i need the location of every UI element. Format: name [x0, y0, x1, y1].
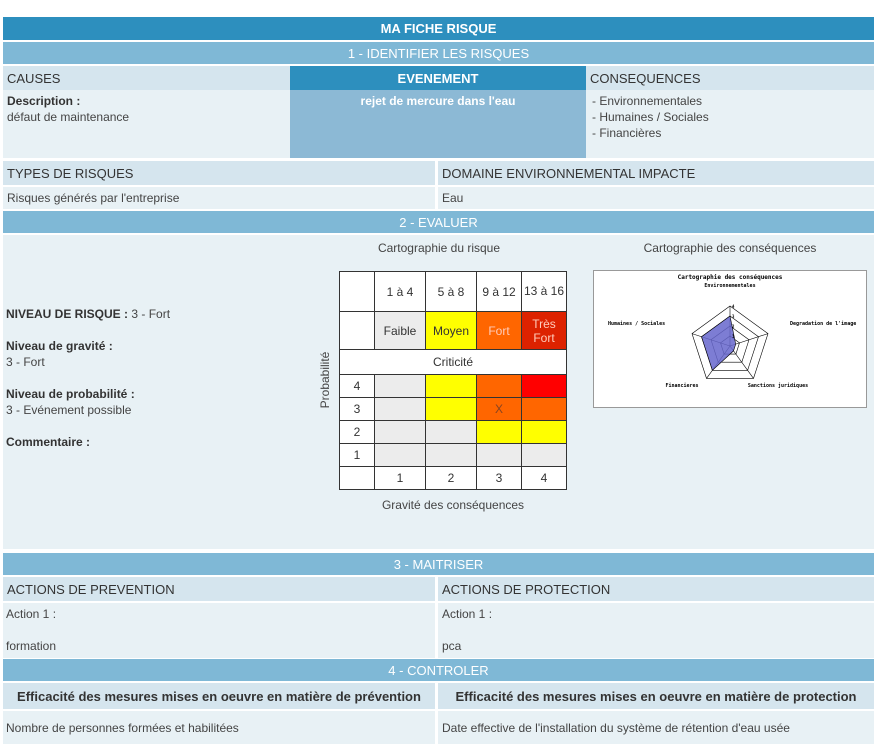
matrix-range: 9 à 12 [477, 272, 522, 312]
matrix-marker: X [477, 398, 522, 421]
col-label: 3 [477, 467, 522, 490]
types-value: Risques générés par l'entreprise [3, 187, 435, 209]
matrix-cell [477, 444, 522, 467]
consequences-cell [586, 90, 874, 158]
matrix-cell [375, 375, 426, 398]
matrix-corner [340, 272, 375, 312]
spider-axis-label: Environnementales [704, 283, 756, 289]
gravite-label: Niveau de gravité : [6, 339, 113, 353]
protection-cell [438, 603, 874, 658]
spider-svg [594, 271, 866, 407]
section2-header: 2 - EVALUER [3, 211, 874, 233]
consequence-item: - Humaines / Sociales [592, 110, 709, 124]
carto-consequences-title: Cartographie des conséquences [643, 241, 817, 255]
causes-cell [3, 90, 290, 158]
level-moyen: Moyen [426, 312, 477, 350]
matrix-cell [426, 398, 477, 421]
evenement-value: rejet de mercure dans l'eau [290, 90, 586, 158]
criticite-label: Criticité [340, 350, 567, 375]
matrix-cell [522, 444, 567, 467]
spider-chart [593, 270, 867, 408]
domaine-value: Eau [438, 187, 874, 209]
matrix-cell [522, 421, 567, 444]
matrix-cell [522, 398, 567, 421]
spider-scale-label: 4 [732, 304, 735, 309]
probabilite-value: 3 - Evénement possible [6, 403, 132, 417]
matrix-cell [375, 421, 426, 444]
matrix-range: 13 à 16 [522, 272, 567, 312]
niveau-risque-label: NIVEAU DE RISQUE : [6, 307, 129, 321]
matrix-cell [375, 398, 426, 421]
commentaire-label: Commentaire : [6, 435, 91, 449]
matrix-cell [522, 375, 567, 398]
section4-header: 4 - CONTROLER [3, 659, 874, 681]
row-label: 2 [340, 421, 375, 444]
level-tres-fort: Très Fort [522, 312, 567, 350]
spider-axis-label: Sanctions juridiques [747, 383, 809, 389]
prevention-action-value: formation [6, 639, 57, 653]
efficacite-prevention-header: Efficacité des mesures mises en oeuvre en matière de prévention [3, 683, 435, 709]
consequence-item: - Financières [592, 126, 662, 140]
col-label: 2 [426, 467, 477, 490]
level-fort: Fort [477, 312, 522, 350]
col-label: 4 [522, 467, 567, 490]
matrix-cell [477, 375, 522, 398]
page-title: MA FICHE RISQUE [3, 17, 874, 40]
efficacite-prevention-value: Nombre de personnes formées et habilitées [3, 711, 435, 744]
matrix-y-label: Probabilité [318, 351, 332, 409]
matrix-corner [340, 312, 375, 350]
row-label: 4 [340, 375, 375, 398]
types-header: TYPES DE RISQUES [3, 161, 435, 185]
probabilite-label: Niveau de probabilité : [6, 387, 135, 401]
niveau-risque-value: 3 - Fort [128, 307, 171, 321]
protection-action-value: pca [442, 639, 462, 653]
spider-scale-label: 3 [732, 314, 735, 319]
gravite-value: 3 - Fort [6, 355, 45, 369]
spider-title: Cartographie des conséquences [677, 274, 783, 281]
matrix-cell [477, 421, 522, 444]
matrix-cell [426, 444, 477, 467]
prevention-header: ACTIONS DE PREVENTION [3, 577, 435, 601]
protection-action-label: Action 1 : [442, 607, 493, 621]
matrix-x-label: Gravité des conséquences [381, 498, 525, 512]
evenement-header: EVENEMENT [290, 66, 586, 90]
efficacite-protection-header: Efficacité des mesures mises en oeuvre en matière de protection [438, 683, 874, 709]
description-value: défaut de maintenance [7, 110, 130, 124]
protection-header: ACTIONS DE PROTECTION [438, 577, 874, 601]
spider-scale-label: 2 [732, 324, 735, 329]
col-label: 1 [375, 467, 426, 490]
carto-risque-title: Cartographie du risque [377, 241, 501, 255]
row-label: 1 [340, 444, 375, 467]
consequences-header: CONSEQUENCES [586, 66, 874, 90]
row-label: 3 [340, 398, 375, 421]
consequence-item: - Environnementales [592, 94, 703, 108]
matrix-cell [426, 375, 477, 398]
section1-header: 1 - IDENTIFIER LES RISQUES [3, 42, 874, 64]
evaluation-summary [6, 306, 306, 450]
level-faible: Faible [375, 312, 426, 350]
description-label: Description : [7, 94, 81, 108]
matrix-corner [340, 467, 375, 490]
spider-axis-label: Humaines / Sociales [608, 321, 666, 327]
prevention-action-label: Action 1 : [6, 607, 57, 621]
causes-header: CAUSES [3, 66, 290, 90]
section3-header: 3 - MAITRISER [3, 553, 874, 575]
domaine-header: DOMAINE ENVIRONNEMENTAL IMPACTE [438, 161, 874, 185]
matrix-range: 1 à 4 [375, 272, 426, 312]
prevention-cell [3, 603, 435, 658]
risk-matrix [339, 271, 567, 490]
matrix-cell [426, 421, 477, 444]
spider-axis-label: Financieres [665, 383, 699, 389]
spider-scale-label: 1 [732, 334, 735, 339]
efficacite-protection-value: Date effective de l'installation du système de rétention d'eau usée [438, 711, 874, 744]
matrix-cell [375, 444, 426, 467]
matrix-range: 5 à 8 [426, 272, 477, 312]
spider-axis-label: Degradation de l'image [790, 321, 857, 327]
